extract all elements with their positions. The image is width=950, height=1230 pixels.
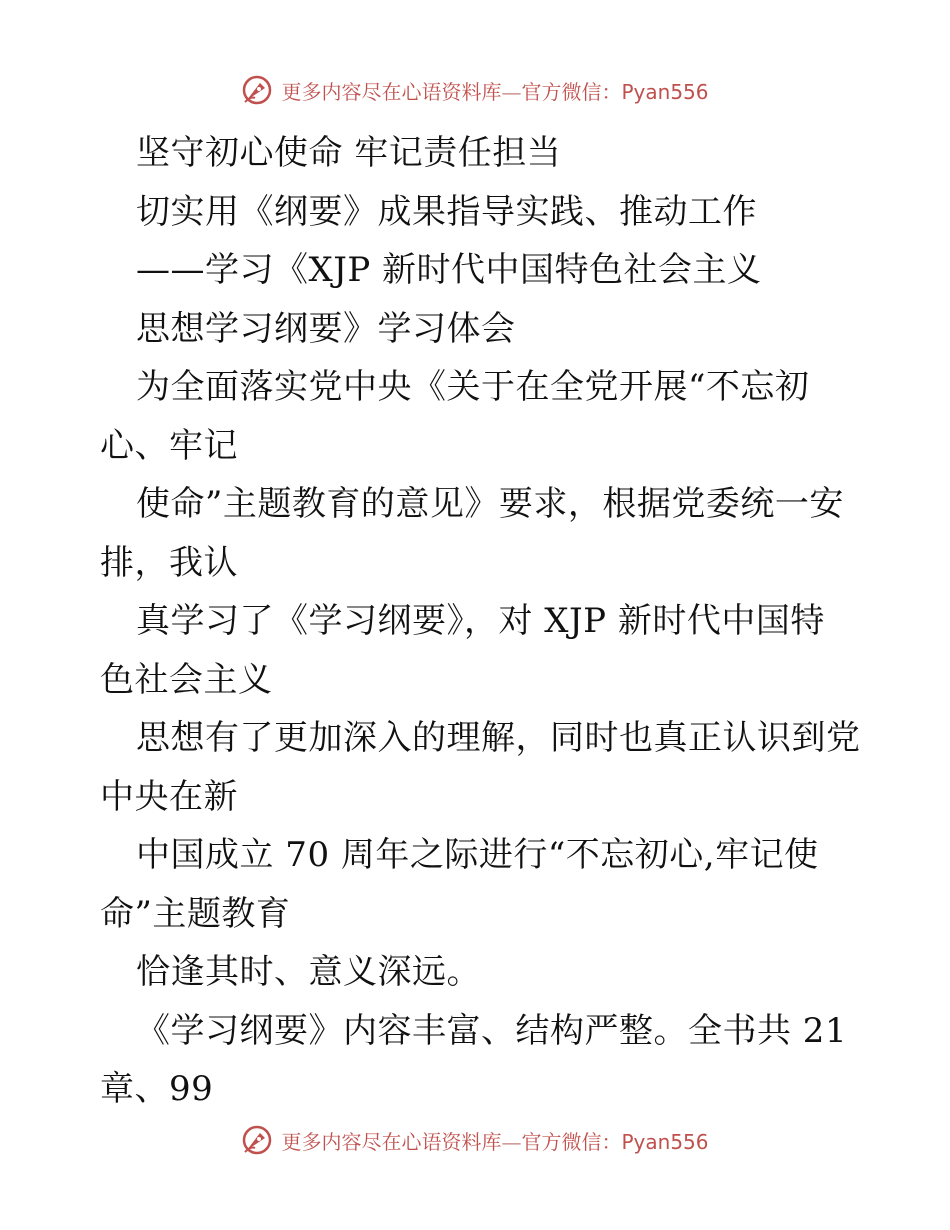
text-line: 章、99	[100, 1069, 214, 1109]
text-line: 为全面落实党中央《关于在全党开展“不忘初	[136, 367, 810, 407]
banner-account: Pyan556	[621, 1129, 709, 1154]
document-body	[100, 124, 860, 1119]
banner-text	[281, 1126, 708, 1155]
text-line: 色社会主义	[100, 659, 273, 700]
banner-text	[281, 76, 708, 105]
text-line: 中国成立 70 周年之际进行“不忘初心,牢记使	[136, 835, 819, 875]
text-line: 心、牢记	[100, 425, 238, 466]
text-line: 使命”主题教育的意见》要求，根据党委统一安	[136, 484, 844, 524]
banner-prefix: 更多内容尽在心语资料库	[281, 79, 502, 104]
banner-official: 官方微信：	[521, 1129, 622, 1154]
pen-nib-logo-icon	[241, 1124, 273, 1156]
text-line: 思想学习纲要》学习体会	[136, 308, 516, 349]
header-banner	[0, 70, 950, 110]
text-line: 命”主题教育	[100, 893, 291, 934]
text-line: 切实用《纲要》成果指导实践、推动工作	[136, 191, 757, 232]
text-line: 思想有了更加深入的理解，同时也真正认识到党	[136, 718, 861, 758]
pen-nib-logo-icon	[241, 74, 273, 106]
banner-separator: —	[501, 1129, 522, 1154]
text-line: 真学习了《学习纲要》，对 XJP 新时代中国特	[136, 601, 825, 641]
banner-official: 官方微信：	[521, 79, 622, 104]
text-line: 排，我认	[100, 542, 238, 583]
banner-separator: —	[501, 79, 522, 104]
text-line: 《学习纲要》内容丰富、结构严整。全书共 21	[136, 1010, 848, 1051]
footer-banner	[0, 1120, 950, 1160]
text-line: 恰逢其时、意义深远。	[136, 952, 481, 992]
text-line: ——学习《XJP 新时代中国特色社会主义	[136, 250, 762, 290]
text-line: 中央在新	[100, 776, 238, 817]
banner-account: Pyan556	[621, 79, 709, 104]
banner-prefix: 更多内容尽在心语资料库	[281, 1129, 502, 1154]
text-line: 坚守初心使命 牢记责任担当	[136, 133, 562, 173]
